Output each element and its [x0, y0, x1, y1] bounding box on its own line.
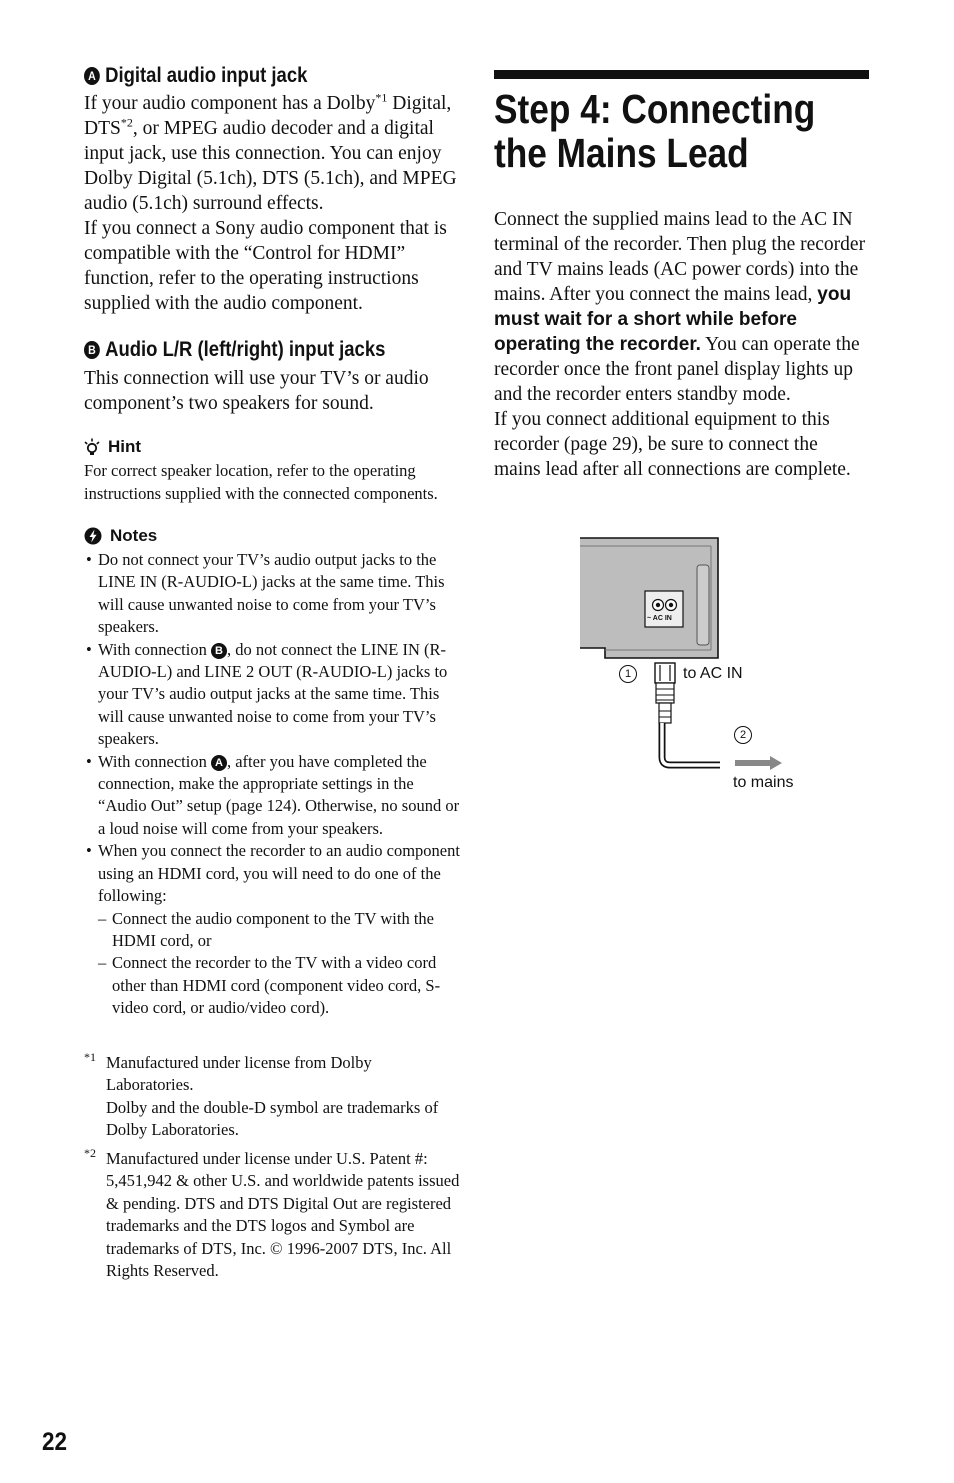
hint-heading: [84, 436, 462, 458]
page-title: Step 4: Connecting the Mains Lead: [494, 86, 816, 176]
step-2-marker: 2: [734, 726, 752, 744]
mains-paragraph-2: If you connect additional equipment to this recorder (page 29), be sure to connect the mains lead after all connections are complete.: [494, 409, 851, 480]
badge-a: A: [84, 67, 100, 85]
step-1-marker: 1: [619, 665, 637, 683]
to-ac-in-label: to AC IN: [683, 665, 743, 682]
section-a-paragraph-1: If your audio component has a Dolby$^{*1}$ Digital, DTS$^{*2}$, or MPEG audio decoder and a digital input jack, use this connection. You can enjoy Dolby Digital (5.1ch), DTS (5.1ch), and MPEG audio (5.1ch) surround effects.: [84, 90, 457, 214]
note-item: • When you connect the recorder to an audio component using an HDMI cord, you will need to do one of the following: – Connect the audio component to the TV with the HDMI cord, or – Connect the recorder to the TV with a video cord other than HDMI cord (component video cord, S-video cord, or audio/video cord).: [84, 840, 462, 1019]
note-sublist: [98, 908, 462, 1020]
footnote-2: *2 Manufactured under license under U.S. Patent #: 5,451,942 & other U.S. and worldwide patents issued & pending. DTS and DTS Digital Out are registered trademarks and the DTS logos and Symbol are trademarks of DTS, Inc. © 1996-2007 DTS, Inc. All Rights Reserved.: [84, 1145, 460, 1281]
note-subitem: – Connect the recorder to the TV with a video cord other than HDMI cord (component video cord, S-video cord, or audio/video cord).: [98, 952, 462, 1019]
mains-paragraph-1: Connect the supplied mains lead to the AC IN terminal of the recorder. Then plug the recorder and TV mains leads (AC power cords) into the mains. After you connect the mains lead, you must wait for a short while before operating the recorder. You can operate the recorder once the front panel display lights up and the recorder enters standby mode.: [494, 209, 866, 405]
note-item: • With connection A , after you have completed the connection, make the appropriate settings in the “Audio Out” setup (page 124). Otherwise, no sound or a loud noise will come from your speakers.: [84, 751, 462, 841]
heading-rule: [494, 70, 869, 79]
footnotes: [84, 1049, 462, 1283]
connection-diagram: [575, 535, 825, 805]
badge-b: B: [84, 341, 100, 359]
footnote-1: *1 Manufactured under license from Dolby Laboratories. Dolby and the double-D symbol are trademarks of Dolby Laboratories.: [84, 1049, 439, 1140]
warning-icon: [84, 527, 102, 545]
hint-text: For correct speaker location, refer to the operating instructions supplied with the connected components.: [84, 461, 438, 503]
badge-a-inline: A: [211, 755, 227, 771]
right-column: [494, 70, 869, 482]
page-number: 22: [42, 1428, 68, 1456]
section-a-paragraph-2: If you connect a Sony audio component that is compatible with the “Control for HDMI” function, refer to the operating instructions supplied with the audio component.: [84, 218, 447, 314]
lightbulb-icon: [84, 438, 100, 456]
notes-title: Notes: [110, 526, 158, 545]
note-item: • With connection B , do not connect the LINE IN (R-AUDIO-L) and LINE 2 OUT (R-AUDIO-L) jacks to your TV’s audio output jacks at the same time. This will cause unwanted noise to come from your TV’s speakers.: [84, 639, 462, 751]
section-b-title: Audio L/R (left/right) input jacks: [105, 338, 386, 361]
note-item: • Do not connect your TV’s audio output jacks to the LINE IN (R-AUDIO-L) jacks at the same time. This will cause unwanted noise to come from your TV’s speakers.: [84, 549, 462, 639]
warning-emphasis: you must wait for a short while before operating the recorder.: [494, 284, 852, 355]
section-a-heading: [84, 62, 417, 90]
section-b-heading: [84, 336, 417, 364]
ac-in-panel-label: ~ AC IN: [647, 615, 672, 622]
hint-title: Hint: [108, 437, 142, 456]
badge-b-inline: B: [211, 643, 227, 659]
left-column: [84, 62, 462, 1283]
notes-list: [84, 549, 462, 1020]
to-mains-label: to mains: [733, 774, 794, 791]
section-a-title: Digital audio input jack: [105, 64, 308, 87]
notes-heading: [84, 525, 462, 547]
section-b-paragraph: This connection will use your TV’s or audio component’s two speakers for sound.: [84, 368, 429, 414]
note-subitem: – Connect the audio component to the TV with the HDMI cord, or: [98, 908, 462, 953]
